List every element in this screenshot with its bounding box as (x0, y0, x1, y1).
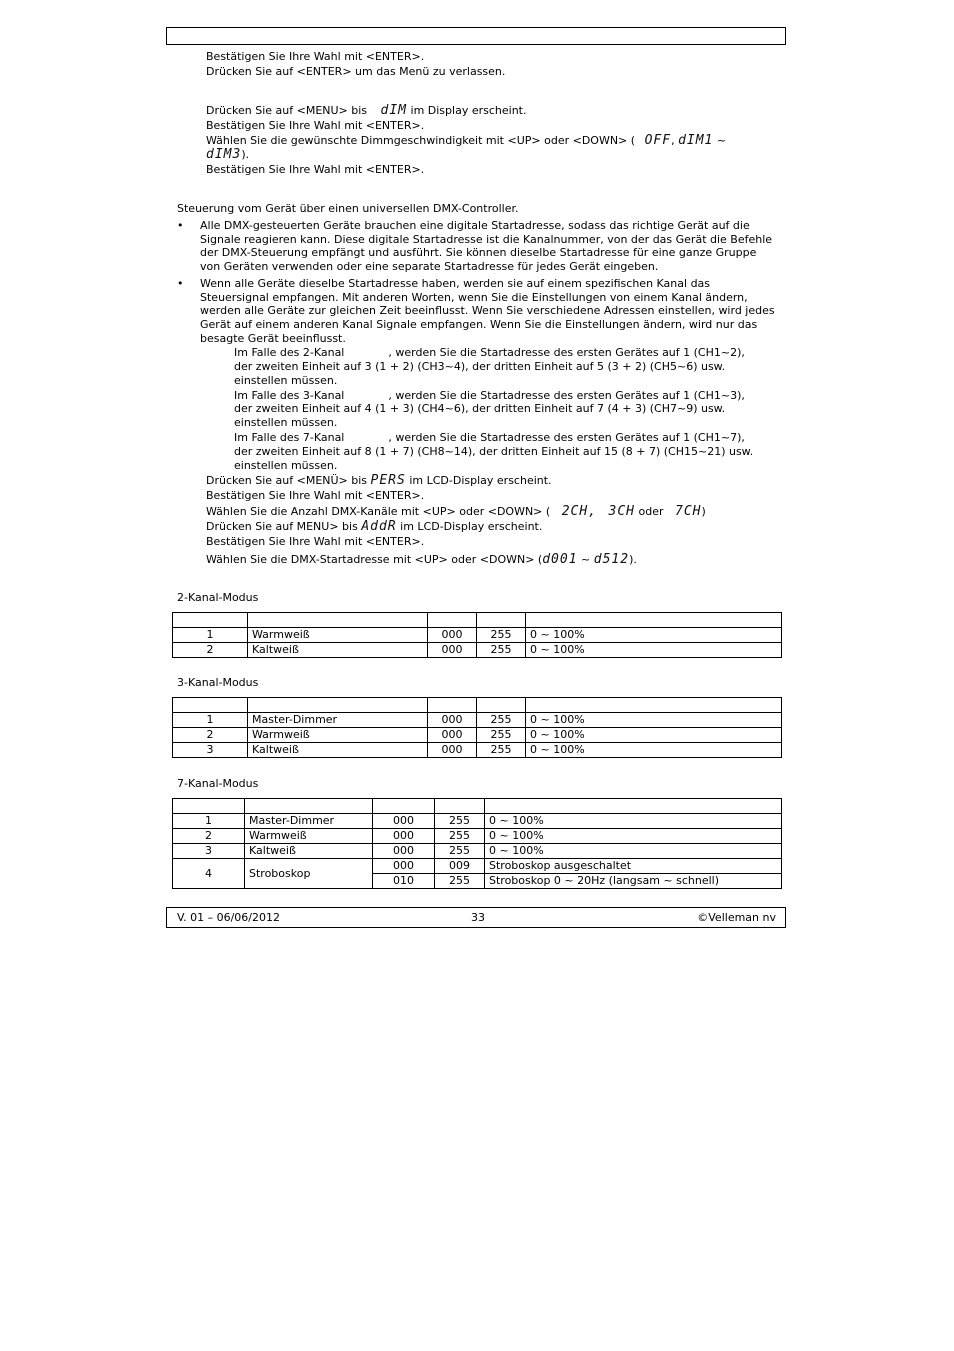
table-row: 2 Kaltweiß 000 255 0 ~ 100% (173, 643, 782, 658)
lcd-dim1-display: dIM1 (678, 133, 714, 148)
example-2ch-line2: der zweiten Einheit auf 3 (1 + 2) (CH3~4), der dritten Einheit auf 5 (3 + 2) (CH5~6) usw. (234, 360, 726, 373)
mode-7ch-table (172, 798, 782, 889)
table-row: 4 Stroboskop 000 009 Stroboskop ausgeschaltet (173, 859, 782, 874)
text-line: Bestätigen Sie Ihre Wahl mit <ENTER>. (206, 50, 425, 63)
mode-3ch-title: 3-Kanal-Modus (177, 676, 259, 689)
table-row: 3 Kaltweiß 000 255 0 ~ 100% (173, 844, 782, 859)
lcd-dim3-display: dIM3 (206, 147, 242, 162)
example-3ch-line2: der zweiten Einheit auf 4 (1 + 3) (CH4~6), der dritten Einheit auf 7 (4 + 3) (CH7~9) usw. (234, 402, 726, 415)
dim-step-1: Drücken Sie auf <MENU> bis dIM im Display erscheint. (206, 103, 527, 118)
lcd-2ch-display: 2CH, (561, 504, 597, 519)
footer-brand: ©Velleman nv (697, 911, 776, 924)
page-footer (166, 907, 786, 928)
mode-3ch-table (172, 697, 782, 758)
example-7ch-line1: Im Falle des 7-Kanal , werden Sie die Startadresse des ersten Gerätes auf 1 (CH1~7), (234, 431, 745, 444)
table-header-row (173, 698, 782, 713)
mode-7ch-title: 7-Kanal-Modus (177, 777, 259, 790)
dmx-step-2: Bestätigen Sie Ihre Wahl mit <ENTER>. (206, 489, 425, 502)
dmx-bullet-1: Alle DMX-gesteuerten Geräte brauchen eine digitale Startadresse, sodass das richtige Gerät auf die Signale reagieren kann. Diese digitale Startadresse ist die Kanalnummer, von der das Gerät die Befehle der DMX-Steuerung empfängt und ausführt. Sie können dieselbe Startadresse für eine ganze Gruppe von Geräten verwenden oder eine separate Startadresse für jedes Gerät eingeben. (200, 219, 773, 274)
table-row: 1 Warmweiß 000 255 0 ~ 100% (173, 628, 782, 643)
dim-step-3: Wählen Sie die gewünschte Dimmgeschwindigkeit mit <UP> oder <DOWN> ( OFF, dIM1 ~ (206, 133, 727, 148)
lcd-7ch-display: 7CH (675, 504, 702, 519)
table-row: 1 Master-Dimmer 000 255 0 ~ 100% (173, 814, 782, 829)
dmx-intro: Steuerung vom Gerät über einen universellen DMX-Controller. (177, 202, 519, 215)
example-3ch-line3: einstellen müssen. (234, 416, 338, 429)
lcd-3ch-display: 3CH (608, 504, 635, 519)
example-3ch-line1: Im Falle des 3-Kanal , werden Sie die Startadresse des ersten Gerätes auf 1 (CH1~3), (234, 389, 745, 402)
dim-step-4: Bestätigen Sie Ihre Wahl mit <ENTER>. (206, 163, 425, 176)
example-7ch-line3: einstellen müssen. (234, 459, 338, 472)
example-7ch-line2: der zweiten Einheit auf 8 (1 + 7) (CH8~14), der dritten Einheit auf 15 (8 + 7) (CH15~21) usw. (234, 445, 754, 458)
lcd-dim-display: dIM (380, 103, 408, 118)
page-header-box (166, 27, 786, 45)
table-header-row (173, 613, 782, 628)
example-2ch-line1: Im Falle des 2-Kanal , werden Sie die Startadresse des ersten Gerätes auf 1 (CH1~2), (234, 346, 745, 359)
dmx-step-5: Bestätigen Sie Ihre Wahl mit <ENTER>. (206, 535, 425, 548)
dmx-step-1: Drücken Sie auf <MENÜ> bis PERS im LCD-Display erscheint. (206, 473, 552, 488)
example-2ch-line3: einstellen müssen. (234, 374, 338, 387)
mode-2ch-table (172, 612, 782, 658)
bullet-marker: • (177, 219, 184, 232)
table-row: 2 Warmweiß 000 255 0 ~ 100% (173, 728, 782, 743)
dmx-step-3: Wählen Sie die Anzahl DMX-Kanäle mit <UP> oder <DOWN> ( 2CH, 3CH oder 7CH) (206, 504, 706, 519)
bullet-marker: • (177, 277, 184, 290)
table-row: 3 Kaltweiß 000 255 0 ~ 100% (173, 743, 782, 758)
footer-version: V. 01 – 06/06/2012 (177, 911, 280, 924)
table-header-row (173, 799, 782, 814)
dmx-bullet-2: Wenn alle Geräte dieselbe Startadresse haben, werden sie auf einem spezifischen Kanal das Steuersignal empfangen. Mit anderen Worten, wenn Sie die Einstellungen von einem Kanal ändern, werden alle Geräte zur gleichen Zeit beeinflusst. Wenn Sie verschiedene Adressen einstellen, wird jedes Gerät auf einem anderen Kanal Signale empfangen. Wenn Sie die Einstellungen ändern, wird nur das besagte Gerät beeinflusst. (200, 277, 775, 345)
table-row: 010 255 Stroboskop 0 ~ 20Hz (langsam ~ schnell) (173, 874, 782, 889)
mode-2ch-title: 2-Kanal-Modus (177, 591, 259, 604)
footer-page-number: 33 (471, 911, 485, 924)
lcd-d001-display: d001 (542, 552, 578, 567)
lcd-off-display: OFF (644, 133, 672, 148)
table-row: 1 Master-Dimmer 000 255 0 ~ 100% (173, 713, 782, 728)
text-line: Drücken Sie auf <ENTER> um das Menü zu verlassen. (206, 65, 506, 78)
lcd-pers-display: PERS (370, 473, 406, 488)
table-row: 2 Warmweiß 000 255 0 ~ 100% (173, 829, 782, 844)
dim-step-2: Bestätigen Sie Ihre Wahl mit <ENTER>. (206, 119, 425, 132)
dmx-step-4: Drücken Sie auf MENU> bis AddR im LCD-Display erscheint. (206, 519, 543, 534)
lcd-d512-display: d512 (593, 552, 630, 567)
dmx-step-6: Wählen Sie die DMX-Startadresse mit <UP> oder <DOWN> (d001 ~ d512). (206, 552, 637, 567)
lcd-addr-display: AddR (361, 519, 397, 534)
dim-step-3-cont: dIM3). (206, 147, 250, 162)
